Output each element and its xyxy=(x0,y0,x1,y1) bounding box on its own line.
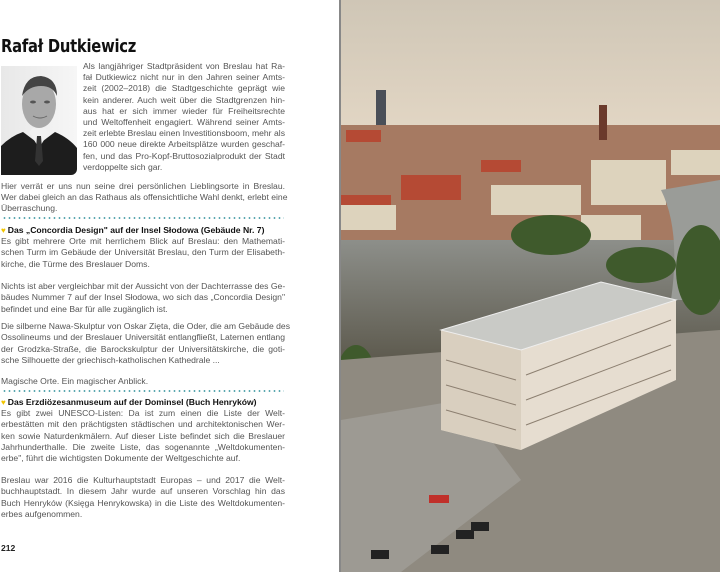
article-title: Rafał Dutkiewicz xyxy=(1,36,137,57)
text-line: Magische Orte. Ein magischer Anblick. xyxy=(1,376,149,386)
text-line: Nichts ist aber vergleichbar mit der Aussicht von der Dachterrasse des Ge- xyxy=(1,281,286,291)
section-heading-text: Das „Concordia Design" auf der Insel Słodowa (Gebäude Nr. 7) xyxy=(7,225,265,235)
text-line: Überraschung. xyxy=(1,203,58,214)
section-heading xyxy=(1,397,257,407)
text-line: fał Dutkiewicz nicht nur in den Jahren seiner Amts- xyxy=(83,72,285,83)
heart-icon: ♥ xyxy=(1,398,6,407)
text-line: Es gibt mehrere Orte mit herrlichem Blick auf Breslau: den Mathemati- xyxy=(1,236,285,246)
section-heading-text: Das Erzdiözesanmuseum auf der Dominsel (Buch Henryków) xyxy=(7,397,257,407)
dotted-divider xyxy=(2,390,284,392)
text-line: Hier verrät er uns nun seine drei persönlichen Lieblingsorte in Breslau. xyxy=(1,181,285,191)
text-line: zeit (2002–2018) die Stadtgeschichte geprägt wie xyxy=(83,83,285,94)
text-line: erbestätten mit den prächtigsten städtischen und architektonischen Wer- xyxy=(1,419,285,430)
text-line: bäudes Nummer 7 auf der Insel Słodowa, wo sich das „Concordia Design" xyxy=(1,292,285,303)
text-line: erbe", führt die wichtigsten Dokumente der Weltgeschichte auf. xyxy=(1,453,241,464)
text-line: sche Silhouette der griechisch-katholischen Kathedrale ... xyxy=(1,354,220,365)
text-line: kein anderer. Auch weit über die Stadtgrenzen hin- xyxy=(83,94,285,105)
text-line: ken sowie Naturdenkmälern. Auf dieser Liste befindet sich die Breslauer xyxy=(1,430,285,441)
heart-icon: ♥ xyxy=(1,226,6,235)
text-line: Wer dabei gleich an das Rathaus als offensichtliche Wahl denkt, erlebt eine xyxy=(1,192,288,203)
text-line: Ossolineums und der Breslauer Universität entlangfließt, Laternen entlang xyxy=(1,332,285,343)
page-number: 212 xyxy=(1,543,16,553)
text-line: zeit erlebte Breslau einen Investitionsboom, mehr als xyxy=(83,128,285,139)
left-page xyxy=(0,0,340,572)
text-line: Es gibt zwei UNESCO-Listen: Da ist zum einen die Liste der Welt- xyxy=(1,408,285,418)
text-line: Jahrhunderthalle. Die zweite Liste, das sogenannte „Weltdokumenten- xyxy=(1,441,285,452)
text-line: schen Turm im Gebäude der Universität Breslau, den Turm der Elisabeth- xyxy=(1,247,285,258)
text-line: fen, und das Pro-Kopf-Bruttosozialprodukt der Stadt xyxy=(83,150,285,161)
text-line: Buch Henryków (Księga Henrykowska) in die Liste des Weltdokumenten- xyxy=(1,497,285,508)
text-line: aus hat er sich immer wieder für Freiheitsrechte xyxy=(83,105,285,116)
text-line: befindet und eine Bar für alle zugänglich ist. xyxy=(1,303,168,314)
text-line: verdoppelte sich gar. xyxy=(83,161,163,172)
portrait-photo xyxy=(1,66,77,175)
dotted-divider xyxy=(2,217,284,219)
text-line: und Weltoffenheit engagiert. Während seiner Amts- xyxy=(83,117,285,127)
text-line: Die silberne Nawa-Skulptur von Oskar Zięta, die Oder, die am Gebäude des xyxy=(1,321,290,331)
text-line: Breslau war 2016 die Kulturhauptstadt Europas – und 2017 die Welt- xyxy=(1,475,285,485)
text-line: buchhauptstadt. In diesem Jahr wurde auf unseren Vorschlag hin das xyxy=(1,486,285,497)
text-line: 160 000 neue direkte Arbeitsplätze wurden geschaf- xyxy=(83,139,285,150)
text-line: Als langjähriger Stadtpräsident von Breslau hat Ra- xyxy=(83,61,285,71)
city-aerial-photo xyxy=(341,0,720,572)
text-line: erbes aufgenommen. xyxy=(1,508,83,519)
text-line: kirche, die Türme des Breslauer Doms. xyxy=(1,258,150,269)
section-heading xyxy=(1,225,264,235)
text-line: der Grodzka-Straße, die Barockskulptur der Universitätskirche, die goti- xyxy=(1,343,285,354)
